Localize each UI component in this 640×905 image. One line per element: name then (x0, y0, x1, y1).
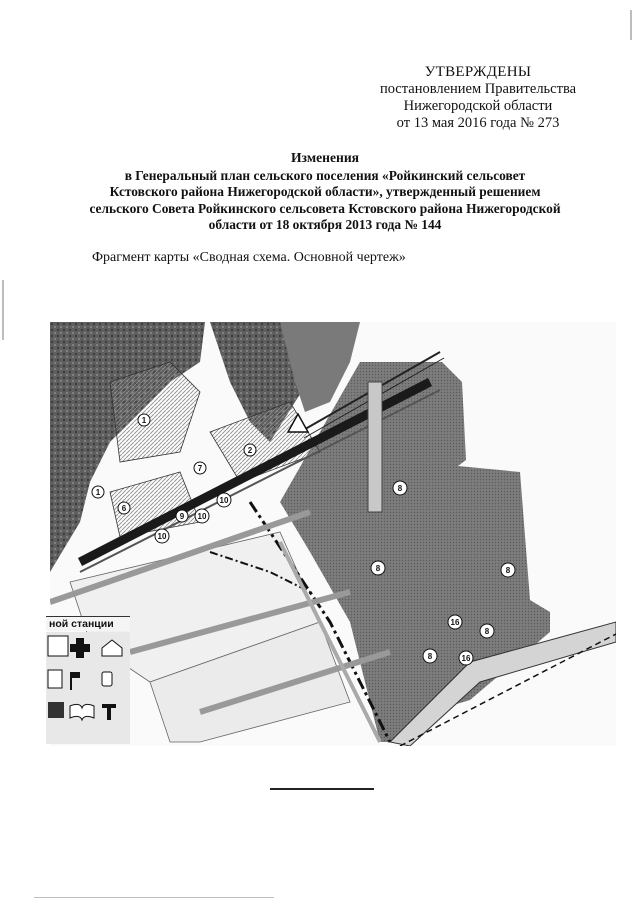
map-fragment (50, 322, 616, 746)
zone-marker-label: 10 (197, 512, 207, 521)
legend-icon-frame (48, 670, 62, 688)
zone-marker-label: 8 (505, 566, 511, 575)
zone-marker (371, 561, 385, 575)
letter-t-icon (102, 704, 116, 720)
zone-marker (501, 563, 515, 577)
zone-marker-label: 16 (461, 654, 471, 663)
zone-marker-label: 2 (247, 446, 253, 455)
document-heading: Изменения (290, 150, 360, 165)
zone-marker-label: 16 (450, 618, 460, 627)
zone-marker-label: 10 (157, 532, 167, 541)
zone-marker-label: 8 (427, 652, 433, 661)
zone-marker-label: 7 (197, 464, 203, 473)
zone-marker-label: 1 (95, 488, 101, 497)
map-legend-icons (46, 632, 130, 744)
zone-marker (393, 481, 407, 495)
cross-icon (70, 638, 90, 658)
zone-marker (217, 493, 231, 507)
zone-marker (459, 651, 473, 665)
scan-noise (34, 897, 274, 898)
zone-marker (176, 510, 188, 522)
house-icon (102, 640, 122, 656)
zone-marker (118, 502, 130, 514)
zone-marker-label: 8 (375, 564, 381, 573)
zone-marker-label: 1 (141, 416, 147, 425)
flag-icon (70, 672, 80, 690)
zone-marker (244, 444, 256, 456)
document-title-line: сельского Совета Ройкинского сельсовета Кстовского района Нижегородской (89, 200, 561, 216)
zone-marker (155, 529, 169, 543)
document-title-line: в Генеральный план сельского поселения «Ройкинский сельсовет (124, 167, 526, 183)
corridor (368, 382, 382, 512)
approval-stamp (360, 64, 596, 132)
zone-marker (195, 509, 209, 523)
zone-marker (423, 649, 437, 663)
zone-marker (194, 462, 206, 474)
book-icon (70, 704, 94, 720)
legend-icon-frame (48, 702, 64, 718)
map-drawing (50, 322, 616, 746)
map-station-label: ной станции (46, 616, 130, 631)
signature-line (270, 788, 374, 790)
zone-marker-label: 8 (397, 484, 403, 493)
document-title-line: Кстовского района Нижегородской области», утвержденный решением (109, 184, 541, 199)
document-title-line: области от 18 октября 2013 года № 144 (208, 217, 442, 232)
phone-icon (102, 672, 112, 686)
fragment-caption: Фрагмент карты «Сводная схема. Основной чертеж» (92, 250, 406, 265)
approval-line: Нижегородской области (403, 98, 553, 114)
zone-marker-label: 8 (484, 627, 490, 636)
approval-title: УТВЕРЖДЕНЫ (424, 64, 532, 80)
legend-icon-frame (48, 636, 68, 656)
document-title (40, 150, 610, 234)
scan-noise (2, 280, 4, 340)
scan-noise (630, 10, 632, 40)
approval-line: постановлением Правительства (379, 81, 577, 97)
zone-marker (448, 615, 462, 629)
zone-marker-label: 9 (179, 512, 185, 521)
approval-line: от 13 мая 2016 года № 273 (396, 115, 560, 131)
zone-marker (92, 486, 104, 498)
zone-marker (138, 414, 150, 426)
zone-marker-label: 6 (121, 504, 127, 513)
zone-marker (480, 624, 494, 638)
zone-marker-label: 10 (219, 496, 229, 505)
